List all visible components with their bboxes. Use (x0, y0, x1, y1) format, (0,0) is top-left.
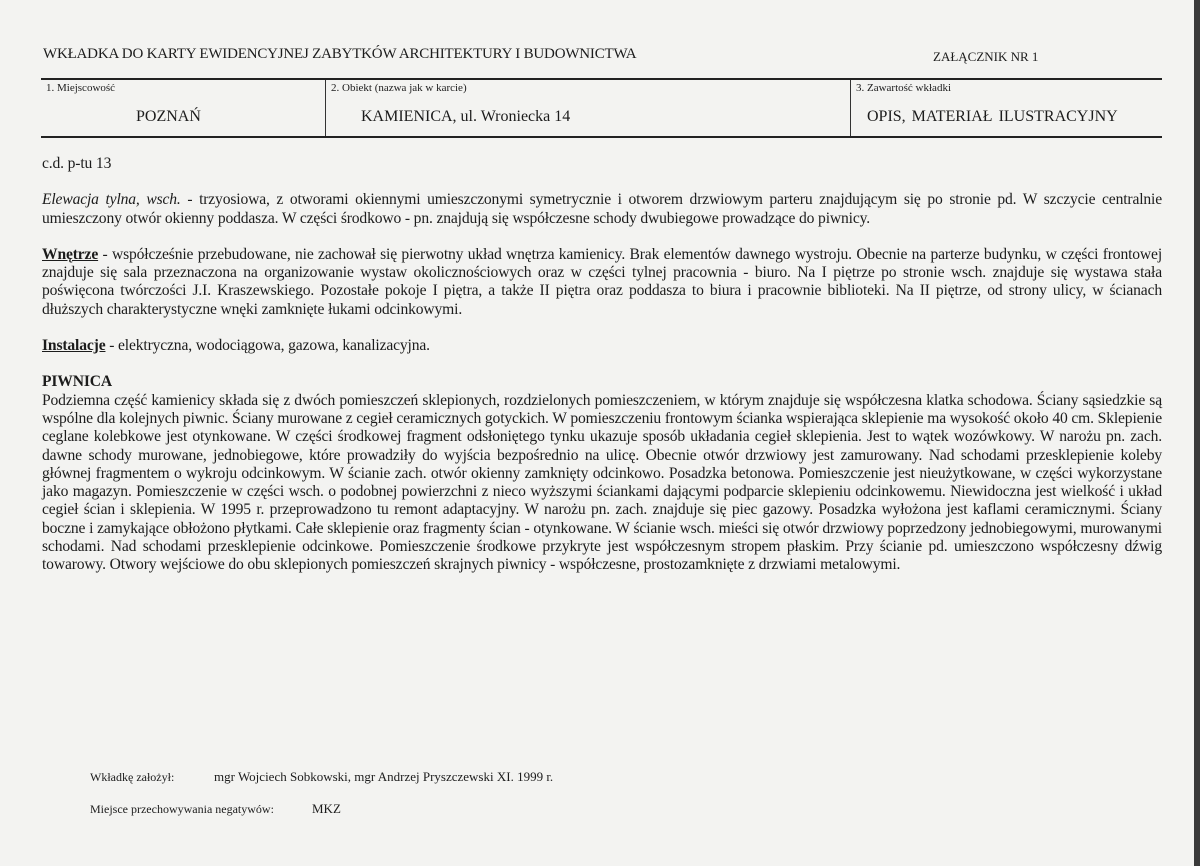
scan-edge (1194, 0, 1200, 866)
field-value: POZNAŃ (136, 108, 201, 125)
author-value: mgr Wojciech Sobkowski, mgr Andrzej Pryszczewski XI. 1999 r. (214, 769, 554, 784)
header-table (41, 78, 1162, 138)
author-label: Wkładkę założył: (90, 770, 175, 784)
installations-paragraph (42, 337, 1162, 355)
paragraph-text: - elektryczna, wodociągowa, gazowa, kanalizacyjna. (105, 337, 430, 355)
document-title: WKŁADKA DO KARTY EWIDENCYJNEJ ZABYTKÓW ARCHITEKTURY I BUDOWNICTWA (43, 46, 637, 62)
rear-elevation-paragraph (42, 191, 1162, 228)
section-label: Elewacja tylna, wsch. (42, 191, 181, 209)
field-label: 1. Miejscowość (46, 82, 116, 94)
field-value: KAMIENICA, ul. Wroniecka 14 (361, 108, 571, 125)
field-locality (41, 80, 326, 136)
section-label: Instalacje (42, 337, 106, 355)
storage-value: MKZ (312, 801, 341, 816)
field-object (326, 80, 851, 136)
document-body (42, 155, 1162, 575)
continuation-note: c.d. p-tu 13 (42, 155, 112, 172)
paragraph-text: Podziemna część kamienicy składa się z dwóch pomieszczeń sklepionych, rozdzielonych pomieszczeniem, w którym znajduje się współczesna klatka schodowa. Ściany sąsiedzkie są wspólne dla kolejnych piwnic. Ściany murowane z cegieł ceramicznych gotyckich. W pomieszczeniu frontowym ścianka wspierająca sklepienie ma wysokość około 40 cm. Sklepienie ceglane kolebkowe jest otynkowane. W części środkowej fragment odsłoniętego tynku ukazuje sposób układania cegieł sklepienia. Jest to wątek wozówkowy. W narożu pn. zach. dawne schody murowane, jednobiegowe, które prowadziły do wyjścia bezpośrednio na ulicę. Obecnie otwór drzwiowy jest zamurowany. Nad schodami przesklepienie koleby głównej fragmentem o wykroju odcinkowym. W ścianie zach. otwór okienny zamknięty odcinkowo. Posadzka betonowa. Pomieszczenie jest nieużytkowane, w części wykorzystane jako magazyn. Pomieszczenie w części wsch. o podobnej powierzchni z nieco wyższymi ściankami dającymi podparcie sklepieniu odcinkowemu. Niewidoczna jest wielkość i układ cegieł ścian i sklepienia. W 1995 r. przeprowadzono tu remont adaptacyjny. W narożu pn. zach. znajduje się piec gazowy. Posadzka wyłożona jest kaflami ceramicznymi. Ściany boczne i zamykające obłożono płytkami. Całe sklepienie oraz fragmenty ścian - otynkowane. W ścianie wsch. mieści się otwór drzwiowy poprzedzony jednobiegowymi, murowanymi schodami. Nad schodami przesklepienie odcinkowe. Pomieszczenie środkowe przykryte jest współczesnym stropem płaskim. Przy ścianie pd. umieszczono współczesny dźwig towarowy. Otwory wejściowe do obu sklepionych pomieszczeń skrajnych piwnicy - współczesne, prostozamknięte z drzwiami metalowymi. (42, 391, 1162, 574)
field-value: OPIS, MATERIAŁ ILUSTRACYJNY (867, 108, 1118, 125)
storage-label: Miejsce przechowywania negatywów: (90, 802, 274, 816)
interior-paragraph (42, 246, 1162, 319)
section-heading: PIWNICA (42, 373, 112, 391)
annex-number: ZAŁĄCZNIK NR 1 (933, 49, 1039, 64)
field-label: 2. Obiekt (nazwa jak w karcie) (331, 82, 467, 94)
basement-section (42, 373, 1162, 574)
paragraph-text: - trzyosiowa, z otworami okiennymi umieszczonymi symetrycznie i otworem drzwiowym parteru znajdującym się po stronie pd. W szczycie centralnie umieszczony otwór okienny poddasza. W części środkowo - pn. znajdują się współczesne schody dwubiegowe prowadzące do piwnicy. (42, 191, 1162, 227)
section-label: Wnętrze (42, 245, 99, 263)
field-contents (851, 80, 1162, 136)
paragraph-text: - współcześnie przebudowane, nie zachował się pierwotny układ wnętrza kamienicy. Brak elementów dawnego wystroju. Obecnie na parterze budynku, w części frontowej znajduje się sala przeznaczona na organizowanie wystaw okolicznościowych oraz w części tylnej pracownia - biuro. Na I piętrze po stronie wsch. znajduje się wystawa stała poświęcona twórczości J.I. Kraszewskiego. Pozostałe pokoje I piętra, a także II piętra oraz poddasza to biura i pracownie biblioteki. Na II piętrze, od strony ulicy, w ścianach dłuższych charakterystyczne wnęki zamknięte łukami odcinkowymi. (42, 245, 1162, 318)
field-label: 3. Zawartość wkładki (856, 82, 951, 94)
